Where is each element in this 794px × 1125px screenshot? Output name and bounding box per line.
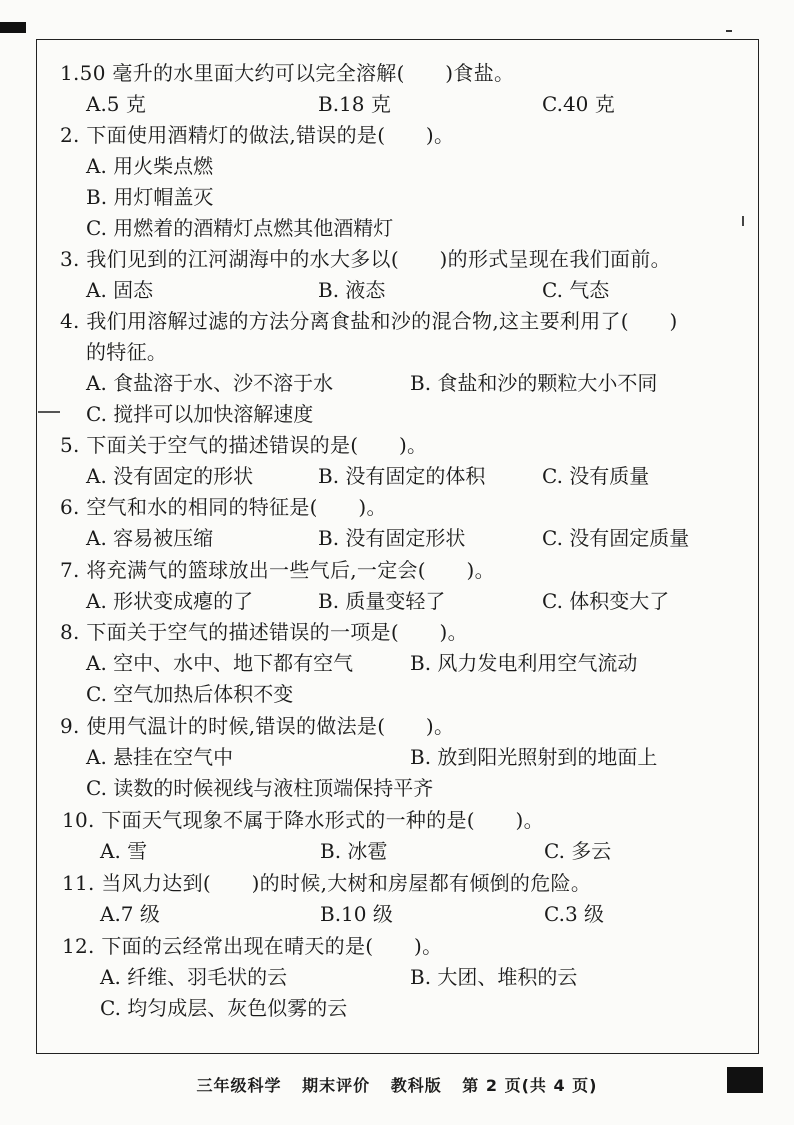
- question-3-option-c: C. 气态: [542, 278, 610, 302]
- footer-subject: 三年级科学: [196, 1076, 282, 1095]
- question-3-option-b: B. 液态: [318, 278, 386, 302]
- page-footer: [0, 1076, 794, 1096]
- question-9-option-a: A. 悬挂在空气中: [86, 745, 234, 769]
- question-8-stem: 8. 下面关于空气的描述错误的一项是( )。: [60, 620, 468, 644]
- question-2-option-c: C. 用燃着的酒精灯点燃其他酒精灯: [86, 216, 394, 240]
- question-1-option-c: C.40 克: [542, 92, 615, 116]
- question-4-stem: 4. 我们用溶解过滤的方法分离食盐和沙的混合物,这主要利用了( ): [60, 309, 678, 333]
- question-4-option-a: A. 食盐溶于水、沙不溶于水: [86, 371, 334, 395]
- question-11-option-b: B.10 级: [320, 902, 393, 926]
- question-10-option-a: A. 雪: [100, 839, 148, 863]
- question-2-stem: 2. 下面使用酒精灯的做法,错误的是( )。: [60, 123, 455, 147]
- question-2-option-b: B. 用灯帽盖灭: [86, 185, 214, 209]
- question-1-stem: 1.50 毫升的水里面大约可以完全溶解( )食盐。: [60, 61, 515, 85]
- question-12-option-c: C. 均匀成层、灰色似雾的云: [100, 996, 348, 1020]
- question-8-option-c: C. 空气加热后体积不变: [86, 682, 294, 706]
- question-8-option-b: B. 风力发电利用空气流动: [410, 651, 638, 675]
- question-1-option-b: B.18 克: [318, 92, 391, 116]
- question-10-stem: 10. 下面天气现象不属于降水形式的一种的是( )。: [62, 808, 544, 832]
- question-3-stem: 3. 我们见到的江河湖海中的水大多以( )的形式呈现在我们面前。: [60, 247, 671, 271]
- question-12-stem: 12. 下面的云经常出现在晴天的是( )。: [62, 934, 443, 958]
- question-7-option-b: B. 质量变轻了: [318, 589, 446, 613]
- scan-mark-bottom-right: [727, 1067, 763, 1093]
- question-5-option-a: A. 没有固定的形状: [86, 464, 254, 488]
- question-11-option-a: A.7 级: [100, 902, 160, 926]
- question-11-stem: 11. 当风力达到( )的时候,大树和房屋都有倾倒的危险。: [62, 871, 592, 895]
- question-8-option-a: A. 空中、水中、地下都有空气: [86, 651, 354, 675]
- question-6-stem: 6. 空气和水的相同的特征是( )。: [60, 495, 387, 519]
- question-12-option-a: A. 纤维、羽毛状的云: [100, 965, 288, 989]
- question-4-option-c: C. 搅拌可以加快溶解速度: [86, 402, 314, 426]
- question-7-stem: 7. 将充满气的篮球放出一些气后,一定会( )。: [60, 558, 495, 582]
- question-5-stem: 5. 下面关于空气的描述错误的是( )。: [60, 433, 428, 457]
- question-1-option-a: A.5 克: [86, 92, 146, 116]
- footer-page-number: 第 2 页(共 4 页): [462, 1076, 598, 1095]
- question-2-option-a: A. 用火柴点燃: [86, 154, 214, 178]
- question-6-option-a: A. 容易被压缩: [86, 526, 214, 550]
- question-9-stem: 9. 使用气温计的时候,错误的做法是( )。: [60, 714, 455, 738]
- question-10-option-b: B. 冰雹: [320, 839, 388, 863]
- question-5-option-c: C. 没有质量: [542, 464, 650, 488]
- question-11-option-c: C.3 级: [544, 902, 605, 926]
- question-9-option-c: C. 读数的时候视线与液柱顶端保持平齐: [86, 776, 434, 800]
- question-4-stem-continued: 的特征。: [86, 340, 168, 364]
- question-7-option-c: C. 体积变大了: [542, 589, 670, 613]
- question-3-option-a: A. 固态: [86, 278, 154, 302]
- question-6-option-c: C. 没有固定质量: [542, 526, 690, 550]
- question-12-option-b: B. 大团、堆积的云: [410, 965, 578, 989]
- footer-edition: 教科版: [390, 1076, 442, 1095]
- question-6-option-b: B. 没有固定形状: [318, 526, 466, 550]
- question-4-option-b: B. 食盐和沙的颗粒大小不同: [410, 371, 658, 395]
- question-9-option-b: B. 放到阳光照射到的地面上: [410, 745, 658, 769]
- question-5-option-b: B. 没有固定的体积: [318, 464, 486, 488]
- question-7-option-a: A. 形状变成瘪的了: [86, 589, 254, 613]
- question-10-option-c: C. 多云: [544, 839, 612, 863]
- footer-exam: 期末评价: [302, 1076, 371, 1095]
